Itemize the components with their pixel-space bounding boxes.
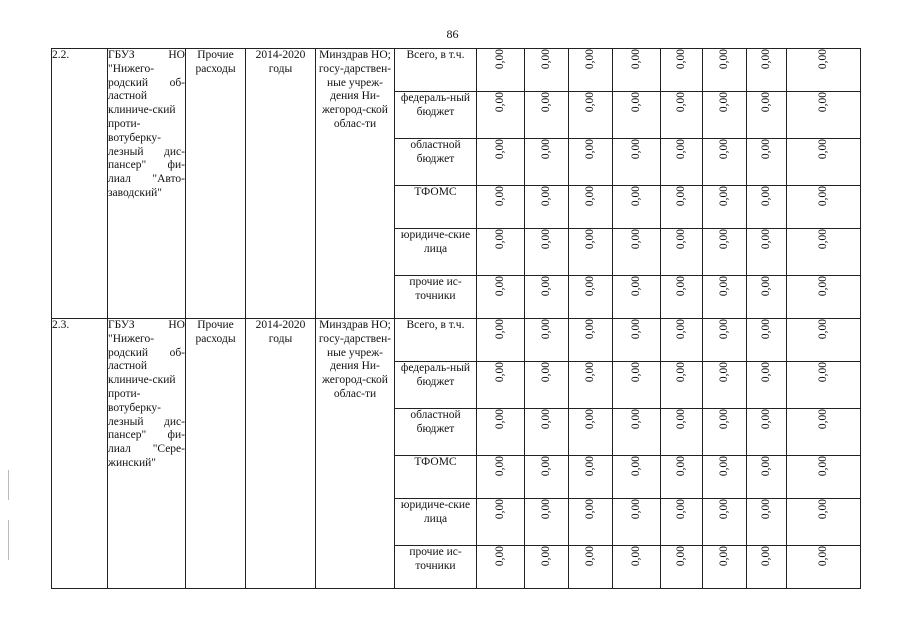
value-cell [703, 546, 747, 589]
value-text: 0,00 [674, 139, 687, 160]
value-cell [747, 409, 787, 456]
value-text: 0,00 [493, 276, 506, 297]
value-cell [613, 139, 661, 186]
value-cell [569, 49, 613, 92]
value-cell [787, 186, 861, 229]
executor: Минздрав НО; госу-дарствен-ные учреж-дения Ни-жегород-ской облас-ти [316, 319, 395, 589]
value-text: 0,00 [759, 139, 772, 160]
value-cell [613, 456, 661, 499]
value-text: 0,00 [539, 546, 552, 567]
value-cell [747, 499, 787, 546]
value-text: 0,00 [717, 456, 730, 477]
table-row [52, 49, 861, 92]
value-cell [477, 546, 525, 589]
value-text: 0,00 [583, 546, 596, 567]
value-cell [569, 409, 613, 456]
value-text: 0,00 [674, 499, 687, 520]
value-text: 0,00 [629, 456, 642, 477]
value-cell [747, 139, 787, 186]
funding-source: юридиче-ские лица [395, 229, 477, 276]
value-text: 0,00 [583, 186, 596, 207]
value-text: 0,00 [493, 186, 506, 207]
value-cell [477, 276, 525, 319]
value-cell [703, 276, 747, 319]
value-cell [477, 186, 525, 229]
value-cell [569, 276, 613, 319]
value-text: 0,00 [759, 409, 772, 430]
value-text: 0,00 [539, 139, 552, 160]
value-text: 0,00 [674, 456, 687, 477]
value-cell [525, 139, 569, 186]
value-cell [703, 186, 747, 229]
value-cell [569, 362, 613, 409]
value-text: 0,00 [717, 499, 730, 520]
value-text: 0,00 [759, 499, 772, 520]
value-text: 0,00 [539, 362, 552, 383]
value-cell [661, 276, 703, 319]
value-text: 0,00 [583, 409, 596, 430]
value-cell [747, 319, 787, 362]
value-text: 0,00 [539, 229, 552, 250]
funding-source: прочие ис-точники [395, 546, 477, 589]
funding-source: прочие ис-точники [395, 276, 477, 319]
value-cell [569, 139, 613, 186]
value-text: 0,00 [493, 546, 506, 567]
value-text: 0,00 [717, 92, 730, 113]
expense-type: Прочие расходы [186, 49, 246, 319]
period: 2014-2020 годы [246, 49, 316, 319]
value-text: 0,00 [816, 139, 829, 160]
value-cell [661, 92, 703, 139]
value-cell [661, 546, 703, 589]
value-text: 0,00 [816, 546, 829, 567]
value-text: 0,00 [539, 319, 552, 340]
value-cell [569, 546, 613, 589]
value-text: 0,00 [759, 186, 772, 207]
value-cell [703, 319, 747, 362]
value-text: 0,00 [493, 409, 506, 430]
value-text: 0,00 [759, 546, 772, 567]
value-cell [613, 229, 661, 276]
value-text: 0,00 [816, 409, 829, 430]
value-text: 0,00 [759, 229, 772, 250]
value-text: 0,00 [539, 456, 552, 477]
value-cell [525, 186, 569, 229]
value-cell [525, 362, 569, 409]
period: 2014-2020 годы [246, 319, 316, 589]
value-cell [569, 92, 613, 139]
value-cell [787, 319, 861, 362]
value-text: 0,00 [539, 499, 552, 520]
value-text: 0,00 [717, 139, 730, 160]
value-text: 0,00 [816, 186, 829, 207]
value-text: 0,00 [629, 499, 642, 520]
value-cell [477, 49, 525, 92]
value-text: 0,00 [493, 456, 506, 477]
value-cell [613, 186, 661, 229]
value-cell [747, 186, 787, 229]
funding-source: Всего, в т.ч. [395, 49, 477, 92]
value-cell [525, 409, 569, 456]
value-text: 0,00 [816, 362, 829, 383]
value-cell [787, 276, 861, 319]
value-cell [787, 499, 861, 546]
value-text: 0,00 [539, 49, 552, 70]
value-text: 0,00 [717, 49, 730, 70]
value-cell [477, 229, 525, 276]
value-cell [477, 139, 525, 186]
value-cell [787, 92, 861, 139]
value-cell [747, 276, 787, 319]
funding-source: областной бюджет [395, 139, 477, 186]
value-cell [613, 319, 661, 362]
value-cell [747, 456, 787, 499]
value-cell [703, 499, 747, 546]
value-text: 0,00 [493, 49, 506, 70]
value-cell [613, 409, 661, 456]
funding-source: юридиче-ские лица [395, 499, 477, 546]
value-cell [569, 319, 613, 362]
value-text: 0,00 [493, 229, 506, 250]
value-cell [525, 229, 569, 276]
value-text: 0,00 [816, 499, 829, 520]
value-text: 0,00 [816, 319, 829, 340]
value-cell [703, 362, 747, 409]
value-text: 0,00 [583, 362, 596, 383]
value-text: 0,00 [717, 229, 730, 250]
value-cell [703, 49, 747, 92]
value-text: 0,00 [717, 546, 730, 567]
value-text: 0,00 [717, 319, 730, 340]
value-text: 0,00 [493, 499, 506, 520]
value-text: 0,00 [629, 92, 642, 113]
organization-name: ГБУЗ НО "Нижего-родский об-ластной клиниче-ский проти-вотуберку-лезный дис-пансер" фи-лиал "Авто-заводский" [108, 49, 186, 319]
value-cell [787, 456, 861, 499]
margin-mark [8, 470, 9, 500]
value-cell [747, 229, 787, 276]
budget-table [51, 48, 861, 589]
value-text: 0,00 [674, 362, 687, 383]
value-text: 0,00 [583, 319, 596, 340]
value-text: 0,00 [816, 92, 829, 113]
value-cell [661, 49, 703, 92]
value-cell [613, 49, 661, 92]
value-cell [477, 362, 525, 409]
value-text: 0,00 [674, 409, 687, 430]
value-text: 0,00 [583, 229, 596, 250]
value-cell [525, 546, 569, 589]
value-cell [661, 362, 703, 409]
value-cell [703, 229, 747, 276]
value-text: 0,00 [759, 319, 772, 340]
value-text: 0,00 [674, 319, 687, 340]
value-text: 0,00 [816, 276, 829, 297]
value-text: 0,00 [759, 362, 772, 383]
value-text: 0,00 [493, 92, 506, 113]
value-cell [787, 139, 861, 186]
value-cell [747, 92, 787, 139]
value-cell [661, 499, 703, 546]
value-cell [613, 92, 661, 139]
value-cell [477, 456, 525, 499]
value-cell [787, 229, 861, 276]
executor: Минздрав НО; госу-дарствен-ные учреж-дения Ни-жегород-ской облас-ти [316, 49, 395, 319]
value-cell [613, 276, 661, 319]
value-text: 0,00 [629, 362, 642, 383]
value-cell [703, 409, 747, 456]
value-text: 0,00 [583, 92, 596, 113]
expense-type: Прочие расходы [186, 319, 246, 589]
value-cell [525, 92, 569, 139]
value-cell [477, 92, 525, 139]
funding-source: федераль-ный бюджет [395, 92, 477, 139]
value-cell [569, 499, 613, 546]
value-text: 0,00 [759, 276, 772, 297]
row-number: 2.2. [52, 49, 108, 319]
value-text: 0,00 [717, 186, 730, 207]
value-text: 0,00 [583, 499, 596, 520]
value-cell [747, 546, 787, 589]
value-cell [747, 362, 787, 409]
value-text: 0,00 [629, 276, 642, 297]
value-text: 0,00 [493, 139, 506, 160]
value-text: 0,00 [629, 409, 642, 430]
value-cell [787, 49, 861, 92]
funding-source: ТФОМС [395, 186, 477, 229]
value-cell [477, 499, 525, 546]
value-text: 0,00 [674, 546, 687, 567]
value-text: 0,00 [674, 229, 687, 250]
value-cell [661, 409, 703, 456]
value-cell [661, 456, 703, 499]
value-text: 0,00 [674, 186, 687, 207]
value-cell [661, 229, 703, 276]
funding-source: областной бюджет [395, 409, 477, 456]
margin-mark [8, 520, 9, 560]
value-cell [525, 49, 569, 92]
value-cell [747, 49, 787, 92]
value-cell [525, 276, 569, 319]
value-cell [787, 409, 861, 456]
value-text: 0,00 [629, 186, 642, 207]
value-cell [787, 362, 861, 409]
value-text: 0,00 [759, 92, 772, 113]
value-cell [569, 186, 613, 229]
value-cell [661, 139, 703, 186]
value-text: 0,00 [539, 186, 552, 207]
value-text: 0,00 [583, 276, 596, 297]
value-text: 0,00 [759, 456, 772, 477]
value-cell [661, 186, 703, 229]
value-cell [477, 319, 525, 362]
row-number: 2.3. [52, 319, 108, 589]
page-number: 86 [446, 27, 459, 41]
value-text: 0,00 [674, 49, 687, 70]
value-text: 0,00 [674, 92, 687, 113]
value-text: 0,00 [816, 49, 829, 70]
value-cell [525, 499, 569, 546]
value-cell [569, 456, 613, 499]
value-text: 0,00 [629, 546, 642, 567]
value-text: 0,00 [493, 319, 506, 340]
value-text: 0,00 [539, 409, 552, 430]
funding-source: ТФОМС [395, 456, 477, 499]
value-text: 0,00 [539, 92, 552, 113]
value-cell [703, 456, 747, 499]
value-text: 0,00 [583, 49, 596, 70]
value-text: 0,00 [674, 276, 687, 297]
value-text: 0,00 [816, 456, 829, 477]
value-cell [525, 456, 569, 499]
value-cell [525, 319, 569, 362]
table-row [52, 319, 861, 362]
value-cell [477, 409, 525, 456]
value-cell [703, 139, 747, 186]
value-text: 0,00 [493, 362, 506, 383]
value-cell [661, 319, 703, 362]
organization-name: ГБУЗ НО "Нижего-родский об-ластной клиниче-ский проти-вотуберку-лезный дис-пансер" фи-лиал "Сере-жинский" [108, 319, 186, 589]
value-text: 0,00 [583, 456, 596, 477]
funding-source: Всего, в т.ч. [395, 319, 477, 362]
value-cell [613, 362, 661, 409]
value-text: 0,00 [629, 139, 642, 160]
value-text: 0,00 [759, 49, 772, 70]
value-text: 0,00 [816, 229, 829, 250]
value-text: 0,00 [629, 229, 642, 250]
value-text: 0,00 [717, 362, 730, 383]
value-text: 0,00 [717, 276, 730, 297]
value-text: 0,00 [629, 319, 642, 340]
value-cell [613, 499, 661, 546]
value-cell [703, 92, 747, 139]
value-cell [613, 546, 661, 589]
value-text: 0,00 [539, 276, 552, 297]
value-text: 0,00 [583, 139, 596, 160]
value-cell [569, 229, 613, 276]
funding-source: федераль-ный бюджет [395, 362, 477, 409]
value-text: 0,00 [717, 409, 730, 430]
value-text: 0,00 [629, 49, 642, 70]
value-cell [787, 546, 861, 589]
